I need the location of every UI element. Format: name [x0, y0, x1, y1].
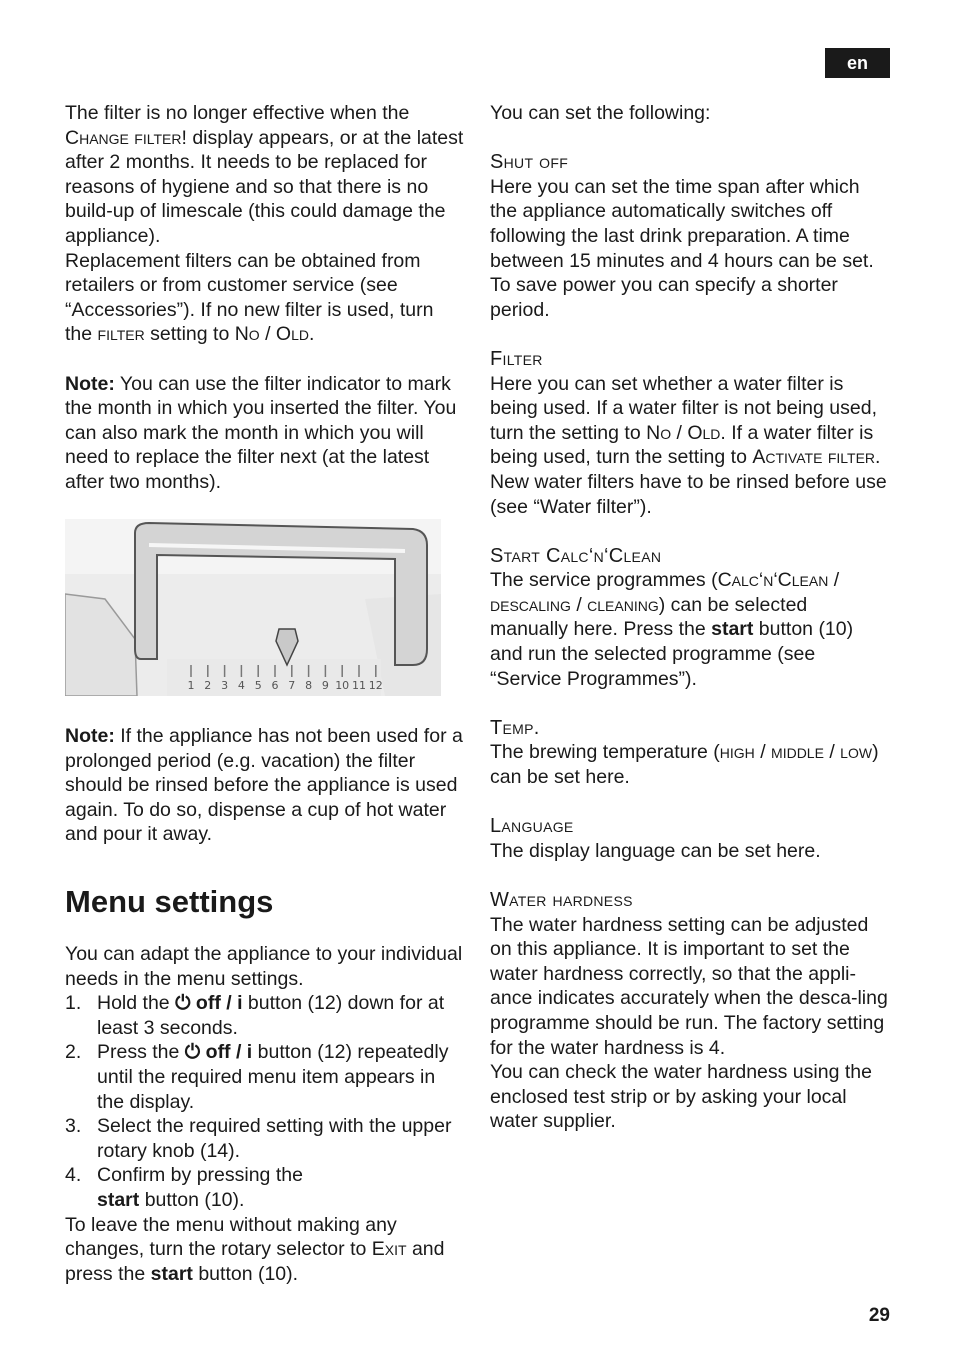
language-text: The display language can be set here. — [490, 839, 821, 862]
month-label: 6 — [271, 678, 279, 692]
menu-intro: You can adapt the appliance to your individual needs in the menu settings. — [65, 943, 463, 990]
left-column — [65, 101, 465, 1286]
month-label: 3 — [221, 678, 229, 692]
filter-indicator-illustration — [65, 519, 441, 696]
water-hardness-heading: Water hardness — [490, 889, 633, 911]
note-filter-indicator: Note: You can use the filter indicator to mark the month in which you inserted the filter. You can also mark the month in which you will need to replace the filter next (at the latest after two months). — [65, 372, 457, 493]
month-label: 4 — [237, 678, 245, 692]
settings-intro: You can set the following: — [490, 102, 711, 124]
filter-heading: Filter — [490, 347, 543, 370]
month-label: 2 — [204, 678, 212, 692]
month-label: 1 — [187, 678, 195, 692]
step-2: 2. Press the ⏻ off / i button (12) repeatedly until the required menu item appears in the display. — [65, 1040, 449, 1113]
calc-clean-text: The service programmes (Calc‘n‘Clean / descaling / cleaning) can be selected manually here. Press the start button (10) and run the selected programme (see “Service Programmes”). — [490, 569, 854, 690]
note-prolonged-use: Note: If the appliance has not been used for a prolonged period (e.g. vacation) the filter should be rinsed before the appliance is used again. To do so, dispense a cup of hot water and pour it away. — [65, 725, 463, 846]
step-4: 4. Confirm by pressing the start button (10). — [65, 1164, 303, 1211]
step-1: 1. Hold the ⏻ off / i button (12) down for at least 3 seconds. — [65, 991, 445, 1039]
shutoff-heading: Shut off — [490, 151, 569, 174]
leave-menu-paragraph: To leave the menu without making any changes, turn the rotary selector to Exit and press the start button (10). — [65, 1213, 445, 1285]
month-label: 9 — [321, 678, 329, 692]
month-label: 10 — [335, 678, 350, 692]
shutoff-text: Here you can set the time span after which the appliance automatically switches off following the last drink preparation. A time between 15 minutes and 4 hours can be set. To save power you can specify a shorter period. — [490, 175, 874, 321]
power-icon: ⏻ — [175, 991, 191, 1015]
water-hardness-check-text: You can check the water hardness using the enclosed test strip or by asking your local water supplier. — [490, 1061, 872, 1133]
month-label: 5 — [254, 678, 262, 692]
month-label: 12 — [368, 678, 383, 692]
right-column — [490, 101, 890, 1134]
month-label: 7 — [288, 678, 296, 692]
month-label: 8 — [305, 678, 313, 692]
language-badge: en — [825, 48, 890, 78]
replacement-filters-paragraph: Replacement filters can be obtained from retailers or from customer service (see “Accessories”). If no new filter is used, turn the filter setting to No / Old. — [65, 249, 434, 346]
temp-heading: Temp. — [490, 716, 540, 739]
temp-text: The brewing temperature (high / middle / low) can be set here. — [490, 741, 879, 789]
filter-effectiveness-paragraph: The filter is no longer effective when the Change filter! display appears, or at the latest after 2 months. It needs to be replaced for reasons of hygiene and so that there is no build-up of limescale (this could damage the appliance). — [65, 102, 464, 247]
water-hardness-text: The water hardness setting can be adjusted on this appliance. It is important to set the water hardness correctly, so that the appli-ance indicates accurately when the desca-ling programme should be run. The factory setting for the water hardness is 4. — [490, 913, 888, 1059]
month-label: 11 — [352, 678, 366, 692]
filter-text: Here you can set whether a water filter is being used. If a water filter is not being used, turn the setting to No / Old. If a water filter is being used, turn the setting to Activate filter. New water filters have to be rinsed before use (see “Water filter”). — [490, 372, 887, 518]
language-heading: Language — [490, 815, 574, 838]
step-3: 3. Select the required setting with the upper rotary knob (14). — [65, 1115, 452, 1162]
calc-clean-heading: Start Calc‘n‘Clean — [490, 544, 662, 567]
page-number: 29 — [868, 1305, 890, 1326]
menu-settings-heading: Menu settings — [65, 884, 274, 920]
power-icon: ⏻ — [184, 1040, 201, 1064]
menu-steps-list — [65, 991, 465, 1212]
change-filter-term: Change filter! — [65, 126, 187, 149]
